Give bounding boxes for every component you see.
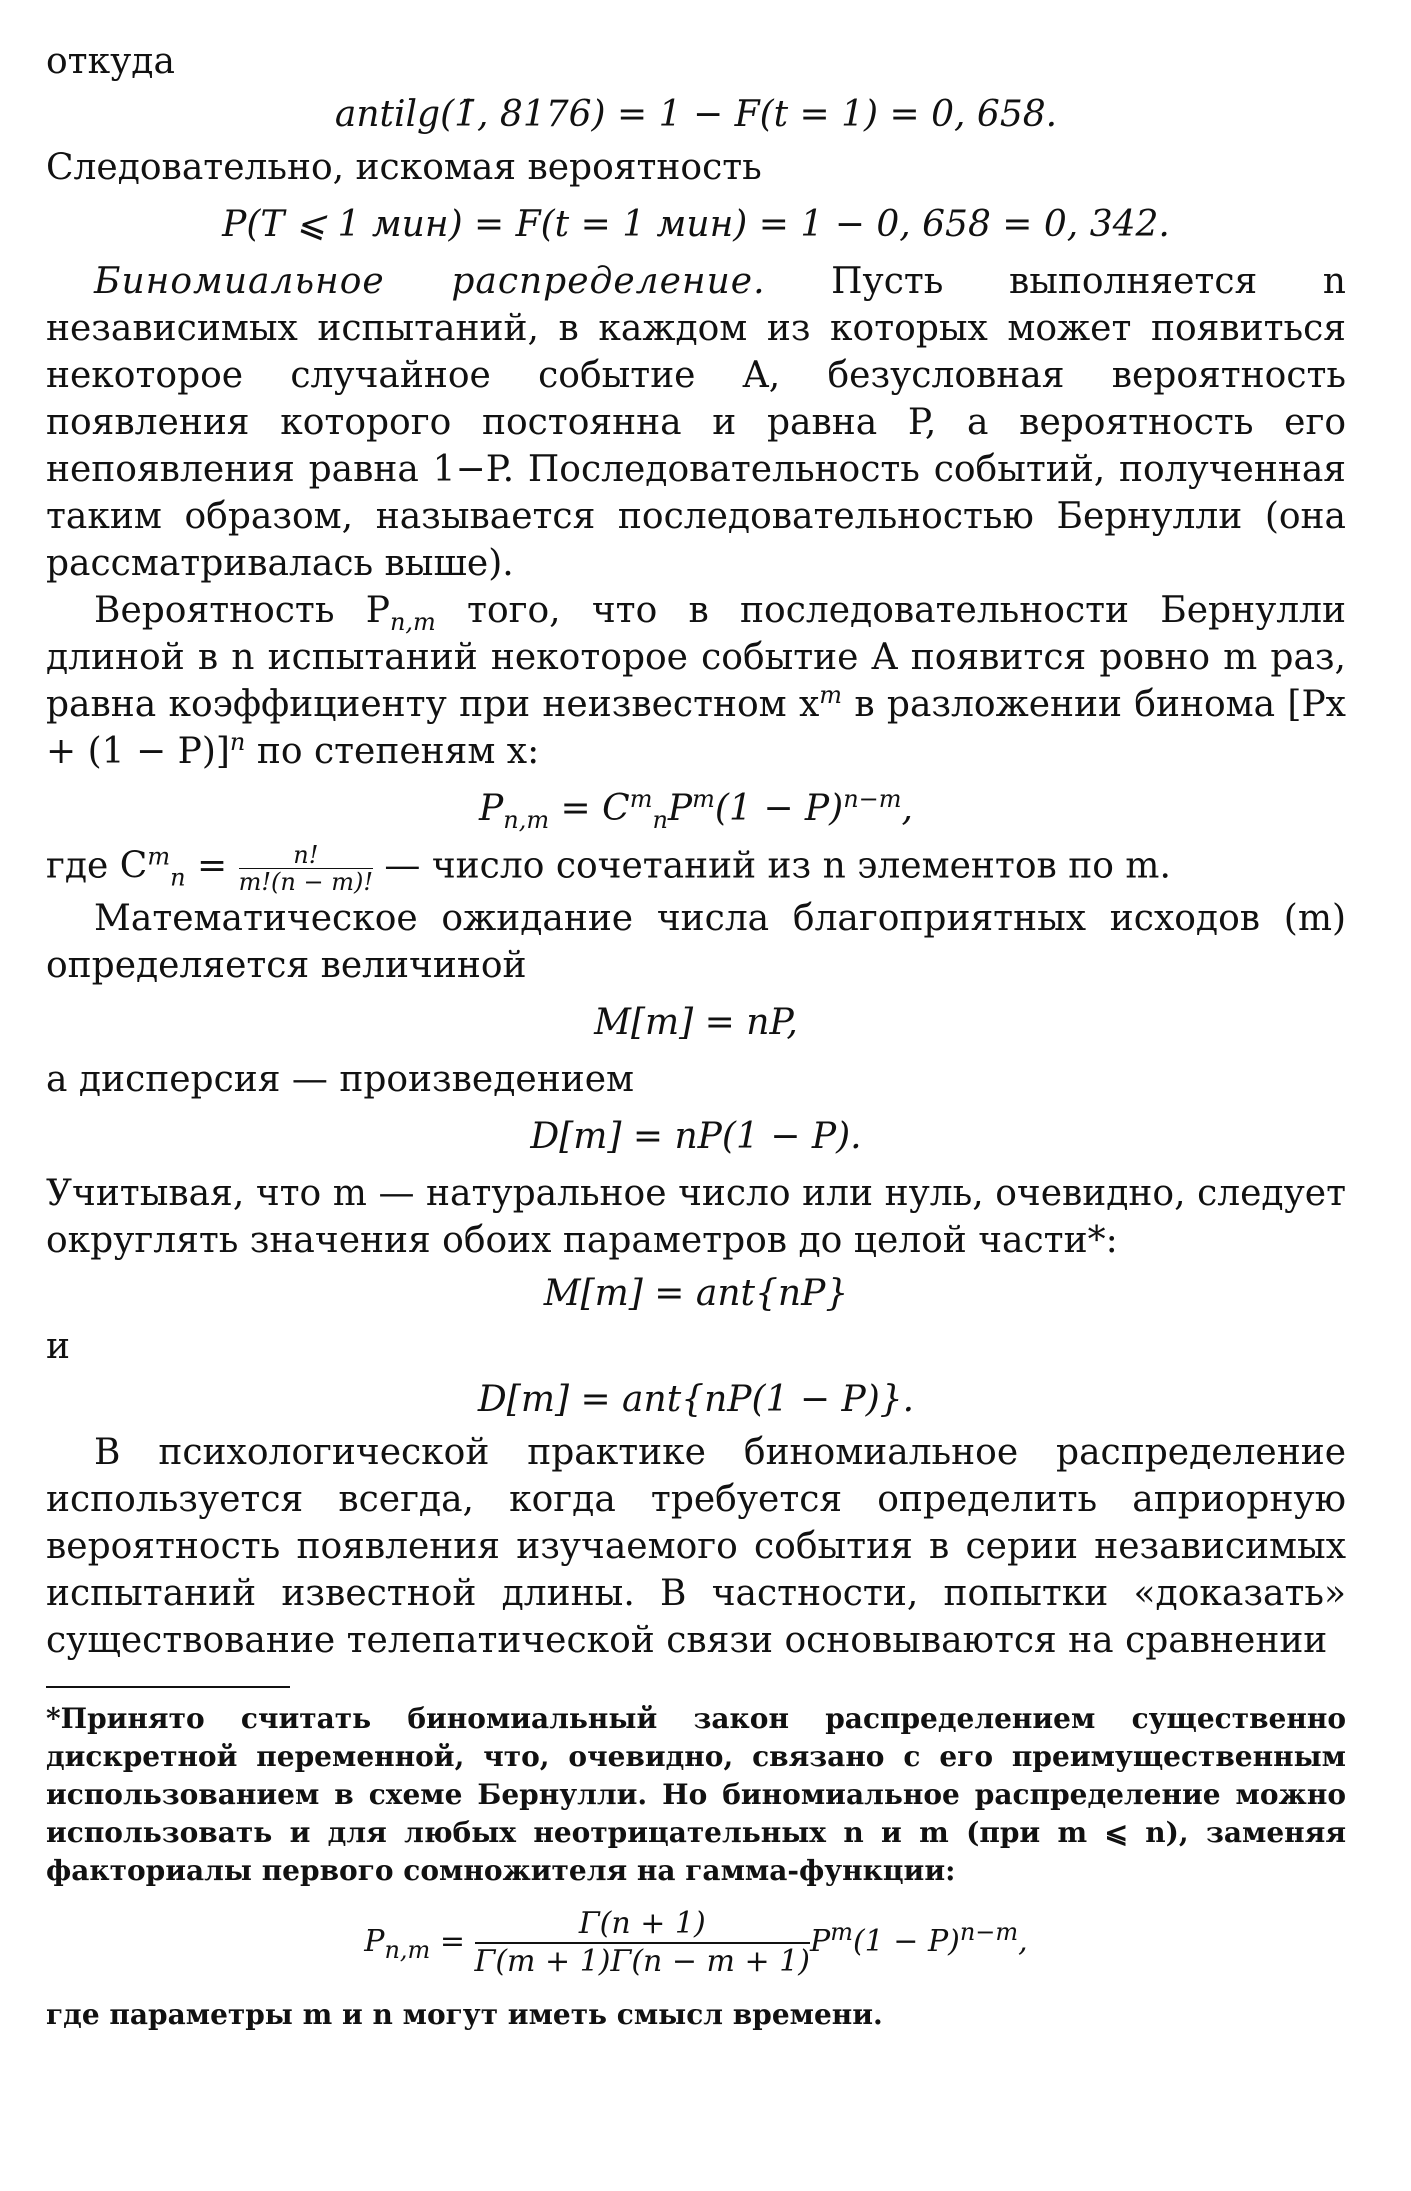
formula-mean-ant: M[m] = ant{nP}	[543, 1273, 849, 1314]
footnote-end: где параметры m и n могут иметь смысл времени.	[46, 1998, 883, 2031]
formula-antilg: antilg(1̄, 8176) = 1 − F(t = 1) = 0, 658.	[334, 94, 1058, 135]
footnote-divider	[46, 1686, 290, 1688]
paragraph-expectation: Математическое ожидание числа благоприятных исходов (m) определяется величиной	[46, 898, 1346, 986]
text-line: и	[46, 1326, 70, 1367]
footnote-formula: $P_{n,m}$ = $\frac{\Gamma(n + 1)}{\Gamma(m + 1)\Gamma(n - m + 1)}$ $P^m(1 - P)^{n-m}$,	[364, 1906, 1028, 1979]
formula-binomial: $P_{n,m} = C^m_nP^m(1 - P)^{n-m}$,	[479, 785, 913, 835]
fraction: $\frac{n!}{m!(n - m)!}$	[238, 841, 373, 896]
gamma-fraction: $\frac{\Gamma(n + 1)}{\Gamma(m + 1)\Gamma(n - m + 1)}$	[474, 1906, 810, 1979]
formula-probability: P(T ⩽ 1 мин) = F(t = 1 мин) = 1 − 0, 658 = 0, 342.	[222, 204, 1170, 245]
formula-variance: D[m] = nP(1 − P).	[530, 1116, 862, 1157]
text-line: Следовательно, искомая вероятность	[46, 147, 762, 188]
paragraph-practice: В психологической практике биномиальное распределение используется всегда, когда требуется определить априорную вероятность появления изучаемого события в серии независимых испытаний известной длины. В частности, попытки «доказать» существование телепатической связи основываются на сравнении	[46, 1432, 1346, 1661]
paragraph-binomial: Биномиальное распределение. Пусть выполняется n независимых испытаний, в каждом из которых может появиться некоторое случайное событие A, безусловная вероятность появления которого постоянна и равна P, а вероятность его непоявления равна 1−P. Последовательность событий, полученная таким образом, называется последовательностью Бернулли (она рассматривалась выше).	[46, 261, 1346, 584]
formula-variance-ant: D[m] = ant{nP(1 − P)}.	[477, 1379, 915, 1420]
footnote-text: *Принято считать биномиальный закон распределением существенно дискретной переменной, что, очевидно, связано с его преимущественным использованием в схеме Бернулли. Но биномиальное распределение можно использовать и для любых неотрицательных n и m (при m ⩽ n), заменяя факториалы первого сомножителя на гамма-функции:	[46, 1702, 1346, 1887]
paragraph-rounding: Учитывая, что m — натуральное число или нуль, очевидно, следует округлять значения обоих параметров до целой части*:	[46, 1173, 1346, 1261]
paragraph-pnm: Вероятность $P_{n,m}$ того, что в последовательности Бернулли длиной в n испытаний некоторое событие A появится ровно m раз, равна коэффициенту при неизвестном $x^m$ в разложении бинома $[Px + (1 - P)]^n$ по степеням x:	[46, 590, 1346, 772]
page	[46, 38, 1346, 2034]
text-line: а дисперсия — произведением	[46, 1059, 635, 1100]
paragraph-combinations: где $C^m_n$ = $\frac{n!}{m!(n - m)!}$ — число сочетаний из n элементов по m.	[46, 841, 1171, 896]
text-line: откуда	[46, 41, 175, 82]
formula-mean: M[m] = nP,	[594, 1002, 798, 1043]
section-heading: Биномиальное распределение.	[94, 261, 766, 302]
